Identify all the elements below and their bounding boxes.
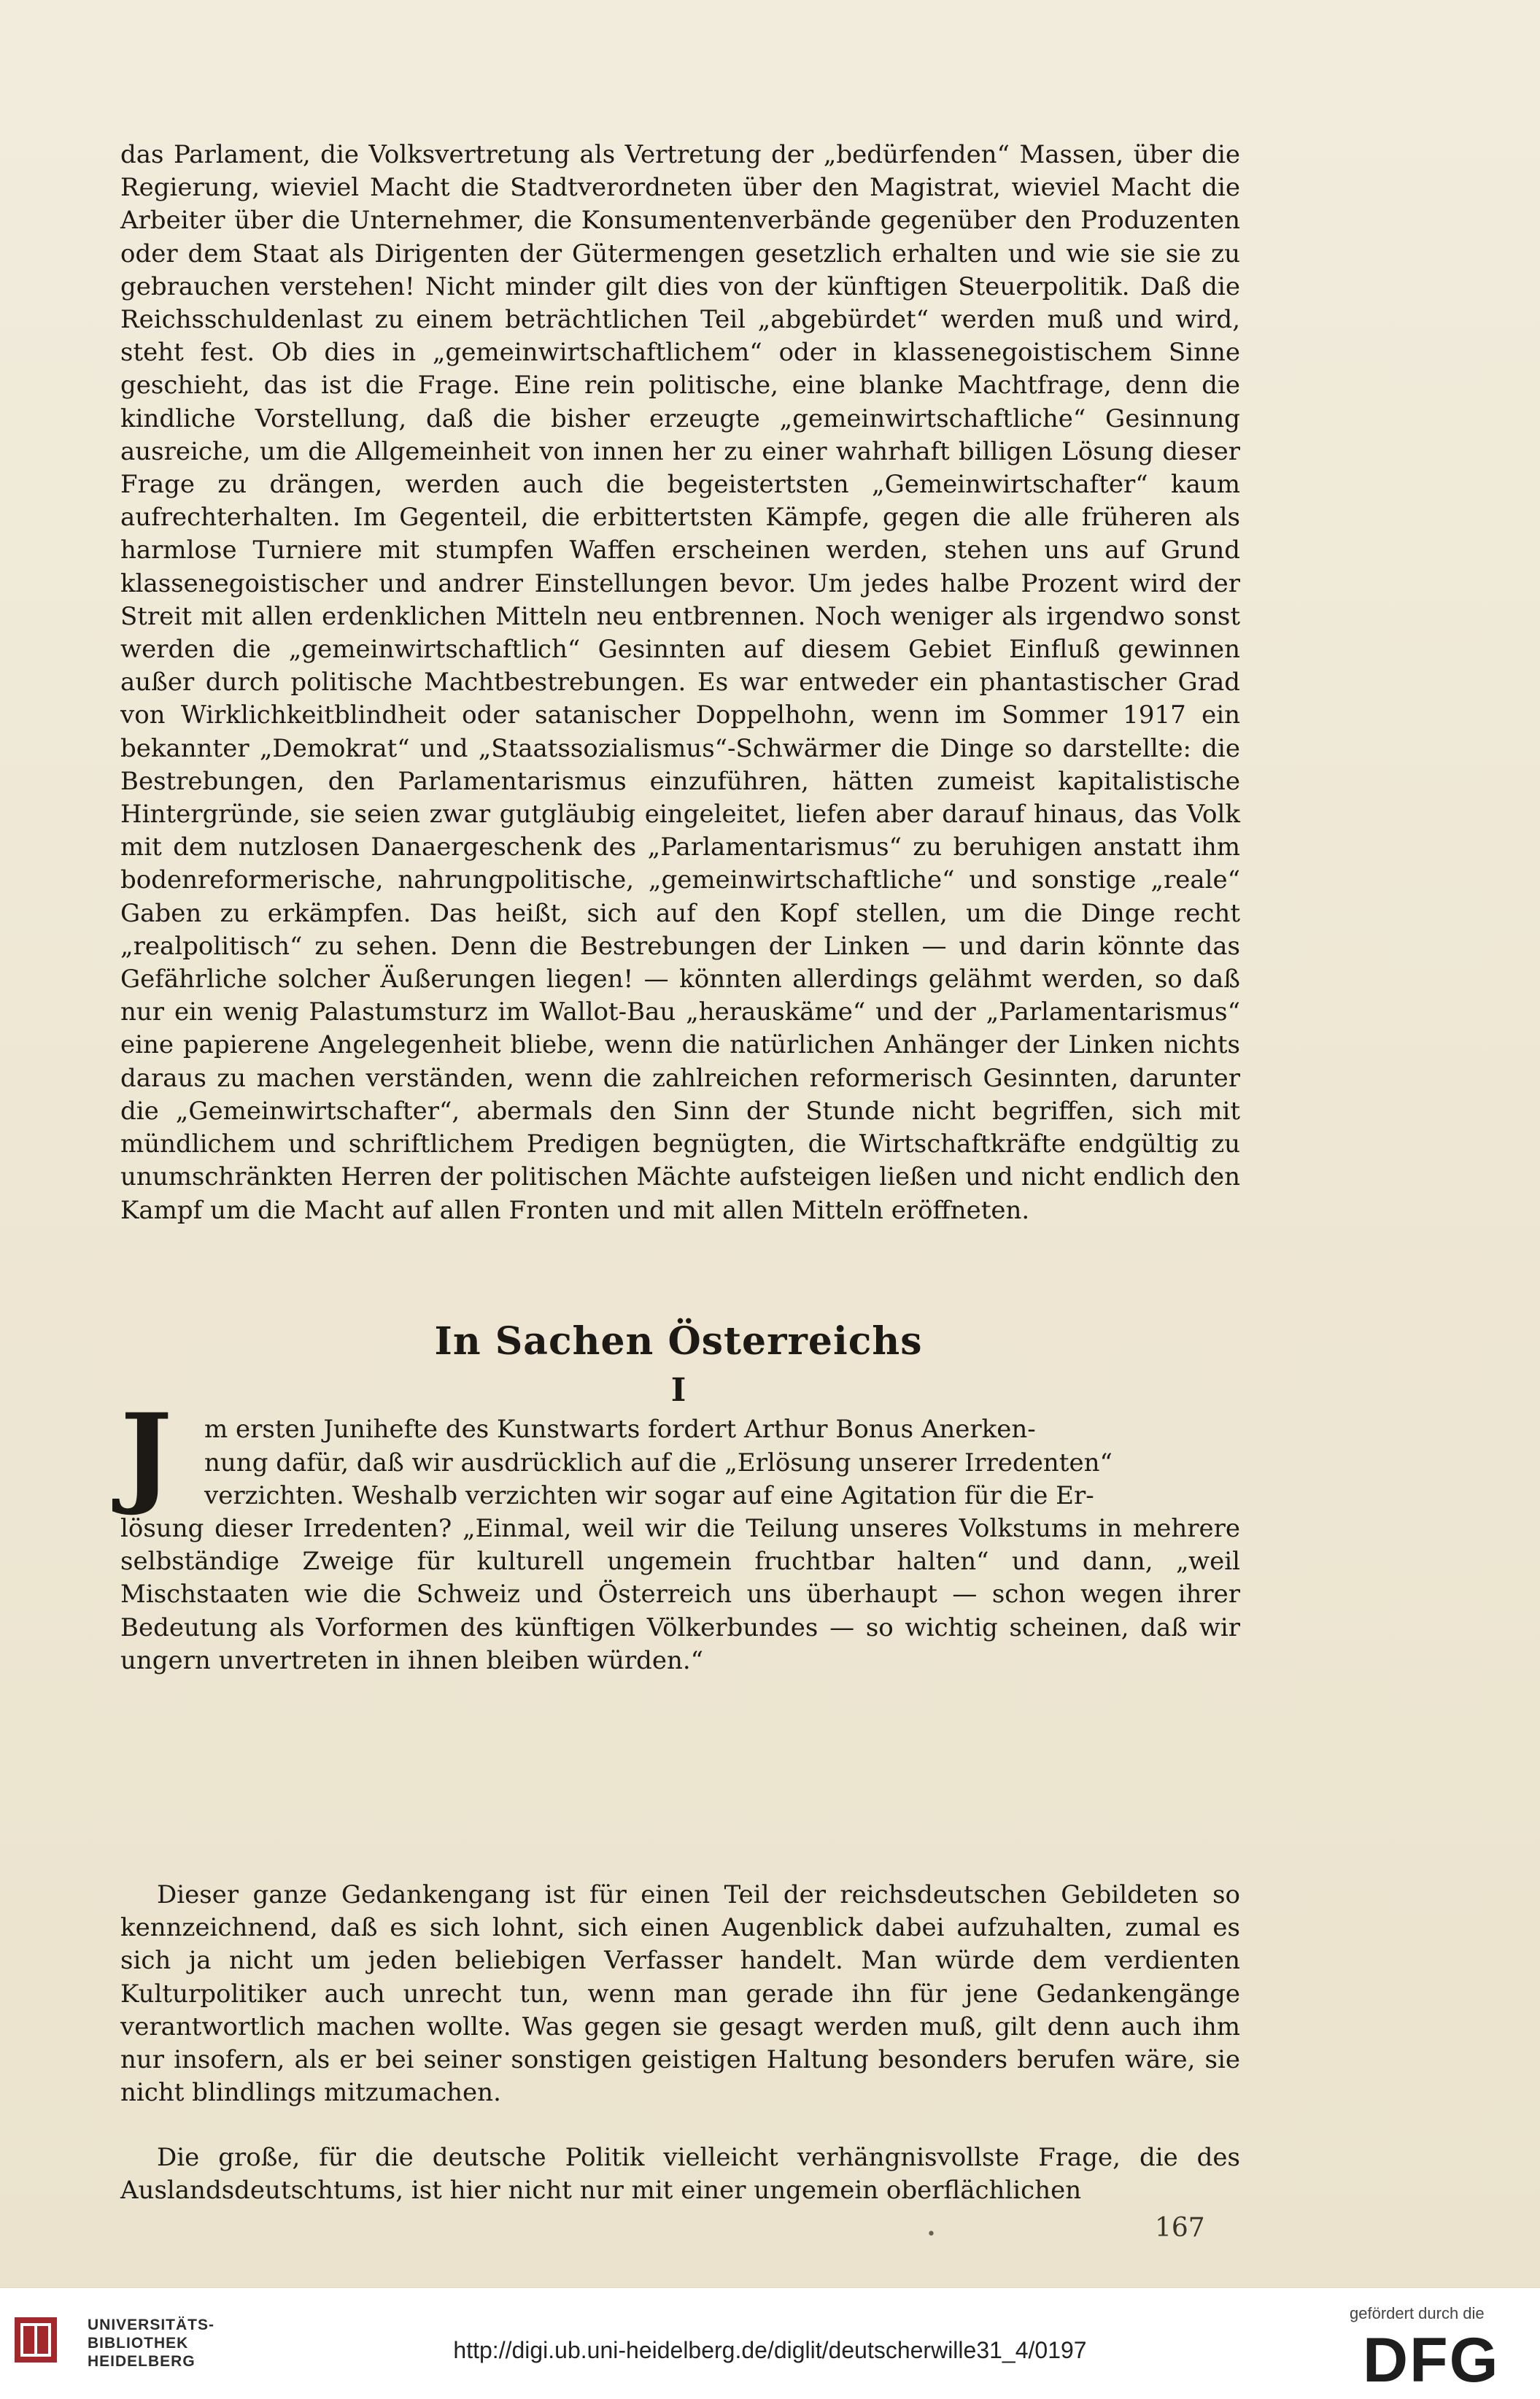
paragraph-text: Dieser ganze Gedankengang ist für einen Teil der reichsdeutschen Gebildeten so kennzeichnend, daß es sich lohnt, sich einen Augenblick dabei aufzuhalten, zumal es sich ja nicht um jeden beliebigen Verfasser handelt. Man würde dem verdienten Kulturpolitiker auch unrecht tun, wenn man gerade ihn für jene Gedankengänge verantwortlich machen wollte. Was gegen sie gesagt werden muß, gilt denn auch ihm nur insofern, als er bei seiner sonstigen geistigen Haltung besonders berufen wäre, sie nicht blindlings mitzumachen. — [120, 1880, 1240, 2108]
section-numeral: I — [670, 1372, 686, 1409]
page-url-link[interactable]: http://digi.ub.uni-heidelberg.de/diglit/deutscherwille31_4/0197 — [453, 2337, 1087, 2363]
library-line: UNIVERSITÄTS- — [88, 2317, 215, 2333]
paragraph-text: lösung dieser Irredenten? „Einmal, weil wir die Teilung unseres Volkstums in mehrere selbständige Zweige für kulturell ungemein fruchtbar halten“ und dann, „weil Mischstaaten wie die Schweiz und Österreich uns überhaupt — schon wegen ihrer Bedeutung als Vorformen des künftigen Völkerbundes — so wichtig scheinen, daß wir ungern unvertreten in ihnen bleiben würden.“ — [120, 1514, 1240, 1675]
library-line: BIBLIOTHEK — [88, 2335, 189, 2352]
section-heading: In Sachen Österreichs — [434, 1319, 923, 1364]
intro-line: verzichten. Weshalb verzichten wir sogar auf eine Agitation für die Er- — [204, 1481, 1094, 1510]
paragraph-text: das Parlament, die Volksvertretung als Vertretung der „bedürfenden“ Massen, über die Regierung, wieviel Macht die Stadtverordneten über den Magistrat, wieviel Macht die Arbeiter über die Unternehmer, die Konsumentenverbände gegenüber den Produzenten oder dem Staat als Dirigenten der Gütermengen gesetzlich erhalten und wie sie sie zu gebrauchen verstehen! Nicht minder gilt dies von der künftigen Steuerpolitik. Daß die Reichsschuldenlast zu einem beträchtlichen Teil „abgebürdet“ werden muß und wird, steht fest. Ob dies in „gemeinwirtschaftlichem“ oder in klassenegoistischem Sinne geschieht, das ist die Frage. Eine rein politische, eine blanke Machtfrage, denn die kindliche Vorstellung, daß die bisher erzeugte „gemeinwirtschaftliche“ Gesinnung ausreiche, um die Allgemeinheit von innen her zu einer wahrhaft billigen Lösung dieser Frage zu drängen, werden auch die begeistertsten „Gemeinwirtschafter“ kaum aufrechterhalten. Im Gegenteil, die erbittertsten Kämpfe, gegen die alle früheren als harmlose Turniere mit stumpfen Waffen erscheinen werden, stehen uns auf Grund klassenegoistischer und andrer Einstellungen bevor. Um jedes halbe Prozent wird der Streit mit allen erdenklichen Mitteln neu entbrennen. Noch weniger als irgendwo sonst werden die „gemeinwirtschaftlich“ Gesinnten auf diesem Gebiet Einfluß gewinnen außer durch politische Machtbestrebungen. Es war entweder ein phantastischer Grad von Wirklichkeitblindheit oder satanischer Doppelhohn, wenn im Sommer 1917 ein bekannter „Demokrat“ und „Staatssozialismus“-Schwärmer die Dinge so darstellte: die Bestrebungen, den Parlamentarismus einzuführen, hätten zumeist kapitalistische Hintergründe, sie seien zwar gutgläubig eingeleitet, liefen aber darauf hinaus, das Volk mit dem nutzlosen Danaergeschenk des „Parlamentarismus“ zu beruhigen anstatt ihm bodenreformerische, nahrungpolitische, „gemeinwirtschaftliche“ und sonstige „reale“ Gaben zu erkämpfen. Das heißt, sich auf den Kopf stellen, um die Dinge recht „realpolitisch“ zu sehen. Denn die Bestrebungen der Linken — und darin könnte das Gefährliche solcher Äußerungen liegen! — könnten allerdings gelähmt werden, so daß nur ein wenig Palastumsturz im Wallot-Bau „herauskäme“ und der „Parlamentarismus“ eine papierene Angelegenheit bliebe, wenn die natürlichen Anhänger der Linken nichts daraus zu machen verständen, wenn die zahlreichen reformerisch Gesinnten, darunter die „Gemeinwirtschafter“, abermals den Sinn der Stunde nicht begriffen, sich mit mündlichem und schriftlichem Predigen begnügten, die Wirtschaftkräfte endgültig zu unumschränkten Herren der politischen Mächte aufsteigen ließen und nicht endlich den Kampf um die Macht auf allen Fronten und mit allen Mitteln eröffneten. — [120, 140, 1240, 1225]
sponsor-caption: gefördert durch die — [1350, 2304, 1485, 2322]
intro-line: m ersten Junihefte des Kunstwarts fordert Arthur Bonus Anerken- — [204, 1415, 1036, 1444]
paragraph-text: Die große, für die deutsche Politik vielleicht verhängnisvollste Frage, die des Auslandsdeutschtums, ist hier nicht nur mit einer ungemein oberflächlichen — [120, 2143, 1240, 2206]
body-paragraph-1 — [120, 139, 1240, 1227]
intro-lines — [204, 1413, 1240, 1513]
dfg-logo: DFG — [1363, 2325, 1500, 2395]
body-paragraph-2 — [120, 1513, 1240, 1677]
intro-line: nung dafür, daß wir ausdrücklich auf die „Erlösung unserer Irredenten“ — [204, 1448, 1113, 1477]
body-paragraph-4 — [120, 2141, 1240, 2207]
body-paragraph-3 — [120, 1879, 1240, 2109]
bullet-mark: • — [926, 2225, 936, 2244]
library-line: HEIDELBERG — [88, 2353, 196, 2370]
page-number: 167 — [1155, 2213, 1205, 2243]
viewer-footer — [0, 2287, 1540, 2399]
dropcap-letter: J — [120, 1390, 172, 1518]
